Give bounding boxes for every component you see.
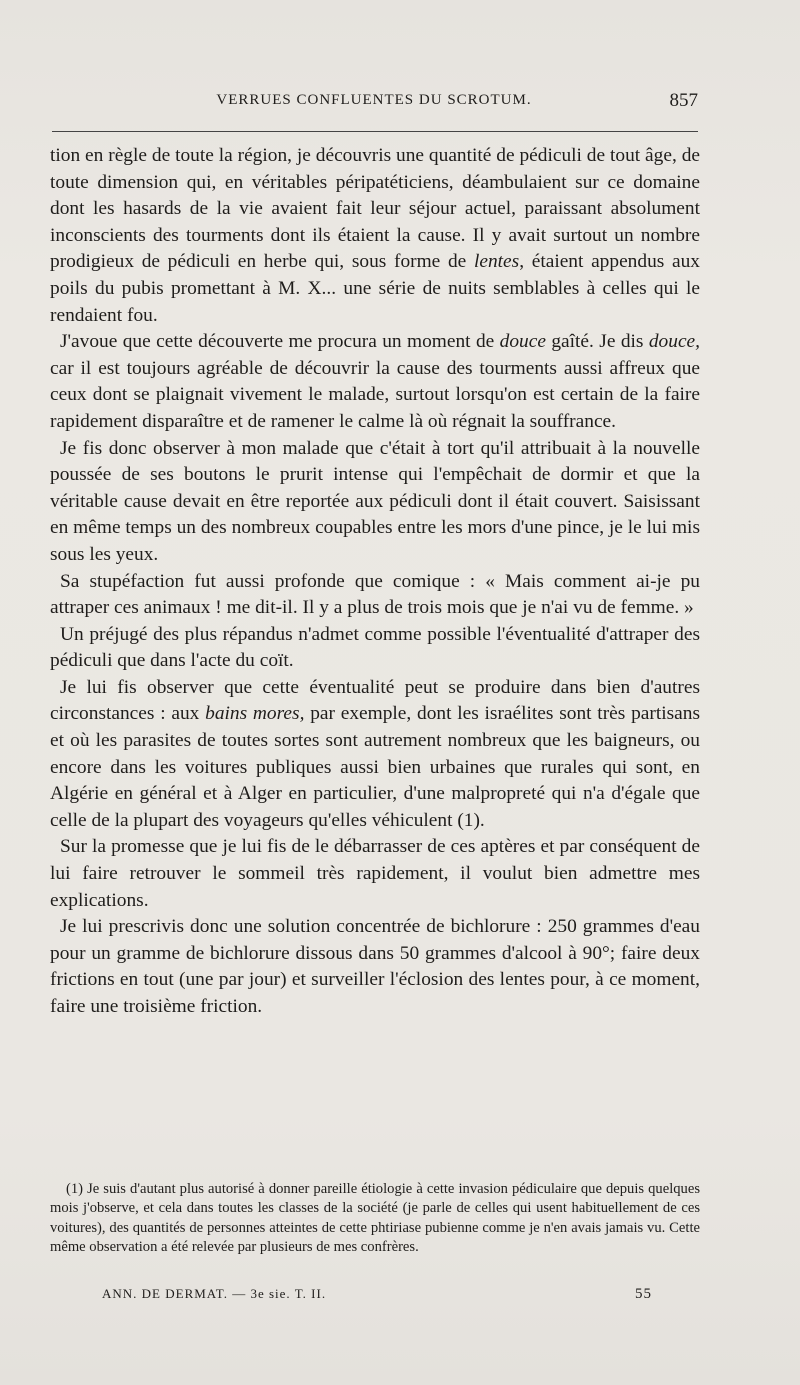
paragraph-5: Un préjugé des plus répandus n'admet comme possible l'éventualité d'attraper des pédiculi que dans l'acte du coït. xyxy=(50,623,700,672)
signature-line xyxy=(102,1286,652,1306)
paragraph-6-text-b: par exemple, dont les israélites sont très partisans et où les parasites de toutes sortes sont autrement nombreux que les baigneurs, ou encore dans les voitures publiques aussi bien urbaines que rurales qui sont, en Algérie en général et à Alger en particulier, d'une malpropreté qui n'a d'égale que celle de la plupart des voyageurs qu'elles véhiculent (1). xyxy=(50,703,700,831)
paragraph-4: Sa stupéfaction fut aussi profonde que comique : « Mais comment ai-je pu attraper ces animaux ! me dit-il. Il y a plus de trois mois que je n'ai vu de femme. » xyxy=(50,570,700,619)
italic-bains-mores: bains mores, xyxy=(205,703,305,725)
italic-lentes: lentes xyxy=(473,251,520,273)
page-number: 857 xyxy=(669,90,698,111)
paragraph-6 xyxy=(50,675,700,835)
paragraph-1-text: tion en règle de toute la région, je découvris une quantité de pédiculi de tout âge, de toute dimension qui, en véritables péripatéticiens, déambulaient sur ce domaine dont les hasards de la vie avaient fait leur séjour actuel, paraissant absolument inconscients des tourments dont ils étaient la cause. Il y avait surtout un nombre prodigieux de pédiculi en herbe qui, sous forme de xyxy=(50,145,700,273)
running-title: VERRUES CONFLUENTES DU SCROTUM. xyxy=(216,92,532,108)
paragraph-6-text-a: Je lui fis observer que cette éventualité peut se produire dans bien d'autres circonstances : aux xyxy=(50,676,700,725)
paragraph-2-text-b: gaîté. Je dis xyxy=(545,331,649,353)
header-rule xyxy=(52,131,698,132)
footnote-text: (1) Je suis d'autant plus autorisé à donner pareille étiologie à cette invasion pédiculaire que depuis quelques mois j'observe, et cela dans toutes les classes de la société (je parle de celles qui usent habituellement de ces voitures), des quantités de personnes atteintes de cette phtiriase pubienne comme je n'en avais jamais vu. Cette même observation a été relevée par plusieurs de mes confrères. xyxy=(50,1181,700,1256)
signature-number: 55 xyxy=(635,1286,652,1302)
paragraph-3: Je fis donc observer à mon malade que c'était à tort qu'il attribuait à la nouvelle poussée de ses boutons le prurit intense qui l'empêchait de dormir et que la véritable cause devait en être reportée aux pédiculi dont il était couvert. Saisissant en même temps un des nombreux coupables entre les mors d'une pince, je le lui mis sous les yeux. xyxy=(50,437,700,565)
paragraph-2-text-a: J'avoue que cette découverte me procura un moment de xyxy=(60,331,500,353)
paragraph-1 xyxy=(50,143,700,329)
paragraph-1-end: , étaient appendus aux poils du pubis promettant à M. X... une série de nuits semblables à celles qui le rendaient fou. xyxy=(50,251,700,326)
italic-douce-1: douce xyxy=(499,331,546,353)
paragraph-2-text-c: car il est toujours agréable de découvrir la cause des tourments aussi affreux que ceux dont se plaignait vivement le malade, surtout lorsqu'on est certain de la faire rapidement disparaître et de ramener le calme là où régnait la souffrance. xyxy=(50,357,700,432)
paragraph-2 xyxy=(50,329,700,435)
running-head xyxy=(50,92,698,114)
italic-douce-2: douce, xyxy=(648,331,701,353)
paragraph-7: Sur la promesse que je lui fis de le débarrasser de ces aptères et par conséquent de lui faire retrouver le sommeil très rapidement, il voulut bien admettre mes explications. xyxy=(50,836,700,911)
footnote xyxy=(50,1180,700,1258)
signature-text: ANN. DE DERMAT. — 3e sie. T. II. xyxy=(102,1286,327,1301)
body-text xyxy=(50,143,700,1021)
paragraph-8: Je lui prescrivis donc une solution concentrée de bichlorure : 250 grammes d'eau pour un gramme de bichlorure dissous dans 50 grammes d'alcool à 90°; faire deux frictions en tout (une par jour) et surveiller l'éclosion des lentes pour, à ce moment, faire une troisième friction. xyxy=(50,916,700,1017)
